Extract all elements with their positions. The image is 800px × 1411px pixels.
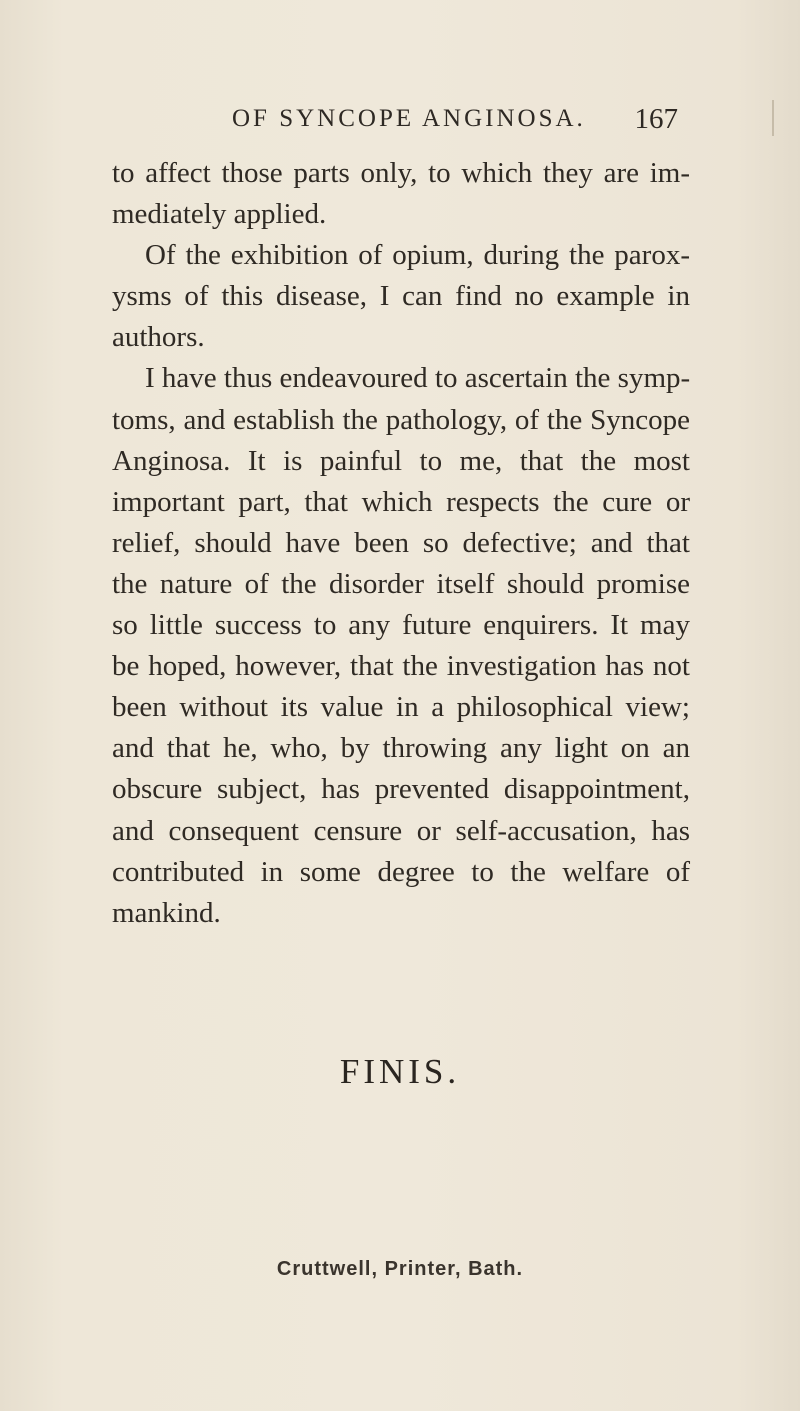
- body-text: [112, 153, 690, 934]
- text-line: been without its value in a philosophical view;: [112, 691, 690, 724]
- running-title: OF SYNCOPE ANGINOSA.: [232, 105, 586, 132]
- text-line: Anginosa. It is painful to me, that the most: [112, 444, 690, 477]
- running-head: [232, 103, 688, 135]
- text-line: mediately applied.: [112, 198, 327, 231]
- text-line: relief, should have been so defective; and that: [112, 526, 690, 559]
- text-line: authors.: [112, 321, 205, 354]
- text-line: be hoped, however, that the investigation has not: [112, 650, 690, 683]
- text-line: mankind.: [112, 896, 221, 929]
- text-line: obscure subject, has prevented disappointment,: [112, 773, 690, 806]
- text-line: to affect those parts only, to which they are im-: [112, 157, 690, 189]
- text-line: Of the exhibition of opium, during the parox-: [145, 239, 690, 272]
- printer-imprint: Cruttwell, Printer, Bath.: [276, 1258, 524, 1280]
- text-line: I have thus endeavoured to ascertain the symp-: [145, 362, 691, 395]
- text-line: so little success to any future enquirers. It may: [112, 609, 690, 642]
- text-line: and consequent censure or self-accusation, has: [112, 814, 690, 847]
- text-line: important part, that which respects the cure or: [112, 485, 690, 518]
- page-number: 167: [634, 103, 678, 135]
- text-line: and that he, who, by throwing any light on an: [112, 732, 690, 765]
- text-line: the nature of the disorder itself should promise: [112, 567, 690, 600]
- text-line: toms, and establish the pathology, of the Syncope: [112, 403, 690, 436]
- finis-heading: FINIS.: [339, 1052, 461, 1091]
- text-line: contributed in some degree to the welfare of: [112, 855, 690, 888]
- page-edge-shadow: [772, 100, 774, 136]
- text-line: ysms of this disease, I can find no example in: [112, 280, 690, 313]
